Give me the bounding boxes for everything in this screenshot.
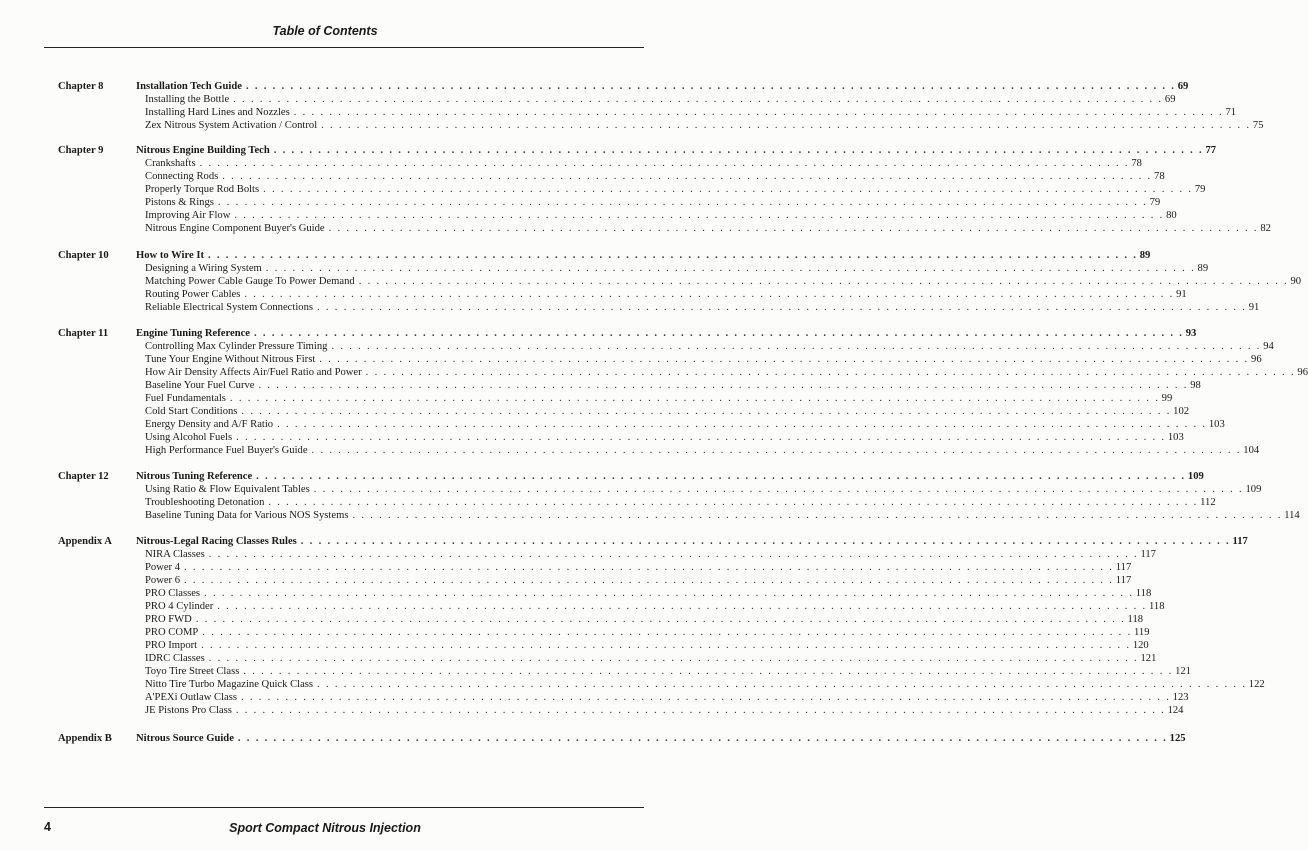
section-entry <box>145 379 1201 392</box>
dot-leader: . . . . . . . . . . . . . . . . . . . . . . . . . . . . . . . . . . . . . . . . . . . . . . . . . . . . . . . . . . . . . . . . . . . . . . . . . . . . . . . . . . . . . . . . . . . . . . . . . . . . . . . . . <box>202 627 1133 638</box>
section-entry <box>145 509 1300 522</box>
section-entry-page: 118 <box>1149 601 1165 612</box>
chapter-entry-title: How to Wire It <box>136 250 204 261</box>
dot-leader: . . . . . . . . . . . . . . . . . . . . . . . . . . . . . . . . . . . . . . . . . . . . . . . . . . . . . . . . . . . . . . . . . . . . . . . . . . . . . . . . . . . . . . . . . . . . . . . . . . . . . . . . . <box>195 614 1126 625</box>
section-entry-title: Nitrous Engine Component Buyer's Guide <box>145 223 325 234</box>
section-entry-title: Baseline Tuning Data for Various NOS Systems <box>145 510 349 521</box>
chapter-entry-page: 125 <box>1169 733 1186 744</box>
section-entry-title: Using Alcohol Fuels <box>145 432 233 443</box>
chapter-label: Appendix A <box>58 536 112 547</box>
section-entry-page: 91 <box>1248 302 1260 313</box>
section-entry-page: 121 <box>1140 653 1157 664</box>
dot-leader: . . . . . . . . . . . . . . . . . . . . . . . . . . . . . . . . . . . . . . . . . . . . . . . . . . . . . . . . . . . . . . . . . . . . . . . . . . . . . . . . . . . . . . . . . . . . . . . . . . . . . . . . . <box>300 536 1231 547</box>
section-entry-title: Properly Torque Rod Bolts <box>145 184 260 195</box>
footer-rule <box>44 807 644 808</box>
section-entry-title: Improving Air Flow <box>145 210 231 221</box>
section-entry <box>145 209 1177 222</box>
chapter-entry <box>136 249 1151 262</box>
dot-leader: . . . . . . . . . . . . . . . . . . . . . . . . . . . . . . . . . . . . . . . . . . . . . . . . . . . . . . . . . . . . . . . . . . . . . . . . . . . . . . . . . . . . . . . . . . . . . . . . . . . . . . . . . <box>311 445 1242 456</box>
header-title: Table of Contents <box>272 24 378 38</box>
section-entry <box>145 275 1302 288</box>
section-entry-page: 78 <box>1131 158 1142 169</box>
section-entry <box>145 665 1191 678</box>
dot-leader: . . . . . . . . . . . . . . . . . . . . . . . . . . . . . . . . . . . . . . . . . . . . . . . . . . . . . . . . . . . . . . . . . . . . . . . . . . . . . . . . . . . . . . . . . . . . . . . . . . . . . . . . . <box>229 393 1160 404</box>
section-entry-title: Pistons & Rings <box>145 197 214 208</box>
section-entry-page: 109 <box>1245 484 1262 495</box>
chapter-label: Appendix B <box>58 733 112 744</box>
section-entry-title: PRO Import <box>145 640 198 651</box>
section-entry-page: 120 <box>1132 640 1149 651</box>
dot-leader: . . . . . . . . . . . . . . . . . . . . . . . . . . . . . . . . . . . . . . . . . . . . . . . . . . . . . . . . . . . . . . . . . . . . . . . . . . . . . . . . . . . . . . . . . . . . . . . . . . . . . . . . . <box>273 145 1204 156</box>
section-entry-title: Troubleshooting Detonation <box>145 497 265 508</box>
dot-leader: . . . . . . . . . . . . . . . . . . . . . . . . . . . . . . . . . . . . . . . . . . . . . . . . . . . . . . . . . . . . . . . . . . . . . . . . . . . . . . . . . . . . . . . . . . . . . . . . . . . . . . . . . <box>268 497 1199 508</box>
dot-leader: . . . . . . . . . . . . . . . . . . . . . . . . . . . . . . . . . . . . . . . . . . . . . . . . . . . . . . . . . . . . . . . . . . . . . . . . . . . . . . . . . . . . . . . . . . . . . . . . . . . . . . . . . <box>233 94 1163 105</box>
dot-leader: . . . . . . . . . . . . . . . . . . . . . . . . . . . . . . . . . . . . . . . . . . . . . . . . . . . . . . . . . . . . . . . . . . . . . . . . . . . . . . . . . . . . . . . . . . . . . . . . . . . . . . . . . <box>258 380 1189 391</box>
section-entry-title: Installing Hard Lines and Nozzles <box>145 107 290 118</box>
dot-leader: . . . . . . . . . . . . . . . . . . . . . . . . . . . . . . . . . . . . . . . . . . . . . . . . . . . . . . . . . . . . . . . . . . . . . . . . . . . . . . . . . . . . . . . . . . . . . . . . . . . . . . . . . <box>184 575 1114 586</box>
section-entry-title: NIRA Classes <box>145 549 205 560</box>
section-entry-title: Power 6 <box>145 575 181 586</box>
chapter-entry-page: 89 <box>1139 250 1151 261</box>
dot-leader: . . . . . . . . . . . . . . . . . . . . . . . . . . . . . . . . . . . . . . . . . . . . . . . . . . . . . . . . . . . . . . . . . . . . . . . . . . . . . . . . . . . . . . . . . . . . . . . . . . . . . . . . . <box>237 733 1168 744</box>
section-entry-title: Installing the Bottle <box>145 94 230 105</box>
section-entry-title: Zex Nitrous System Activation / Control <box>145 120 318 131</box>
section-entry-page: 79 <box>1194 184 1206 195</box>
section-entry <box>145 418 1225 431</box>
section-entry <box>145 262 1209 275</box>
chapter-entry-title: Installation Tech Guide <box>136 81 242 92</box>
chapter-entry-title: Nitrous Engine Building Tech <box>136 145 270 156</box>
header-rule <box>44 47 644 48</box>
dot-leader: . . . . . . . . . . . . . . . . . . . . . . . . . . . . . . . . . . . . . . . . . . . . . . . . . . . . . . . . . . . . . . . . . . . . . . . . . . . . . . . . . . . . . . . . . . . . . . . . . . . . . . . . . <box>207 250 1138 261</box>
section-entry <box>145 639 1149 652</box>
chapter-label: Chapter 9 <box>58 145 104 156</box>
section-entry-page: 99 <box>1161 393 1173 404</box>
dot-leader: . . . . . . . . . . . . . . . . . . . . . . . . . . . . . . . . . . . . . . . . . . . . . . . . . . . . . . . . . . . . . . . . . . . . . . . . . . . . . . . . . . . . . . . . . . . . . . . . . . . . . . . . . <box>263 184 1193 195</box>
dot-leader: . . . . . . . . . . . . . . . . . . . . . . . . . . . . . . . . . . . . . . . . . . . . . . . . . . . . . . . . . . . . . . . . . . . . . . . . . . . . . . . . . . . . . . . . . . . . . . . . . . . . . . . . . <box>244 289 1175 300</box>
section-entry-page: 119 <box>1134 627 1150 638</box>
section-entry-title: Controlling Max Cylinder Pressure Timing <box>145 341 328 352</box>
section-entry-title: Designing a Wiring System <box>145 263 262 274</box>
section-entry <box>145 561 1132 574</box>
chapter-label: Chapter 8 <box>58 81 104 92</box>
section-entry <box>145 157 1142 170</box>
dot-leader: . . . . . . . . . . . . . . . . . . . . . . . . . . . . . . . . . . . . . . . . . . . . . . . . . . . . . . . . . . . . . . . . . . . . . . . . . . . . . . . . . . . . . . . . . . . . . . . . . . . . . . . . . <box>245 81 1176 92</box>
chapter-label: Chapter 12 <box>58 471 109 482</box>
chapter-entry-title: Nitrous Tuning Reference <box>136 471 253 482</box>
dot-leader: . . . . . . . . . . . . . . . . . . . . . . . . . . . . . . . . . . . . . . . . . . . . . . . . . . . . . . . . . . . . . . . . . . . . . . . . . . . . . . . . . . . . . . . . . . . . . . . . . . . . . . . . . <box>208 653 1139 664</box>
dot-leader: . . . . . . . . . . . . . . . . . . . . . . . . . . . . . . . . . . . . . . . . . . . . . . . . . . . . . . . . . . . . . . . . . . . . . . . . . . . . . . . . . . . . . . . . . . . . . . . . . . . . . . . . . <box>317 302 1247 313</box>
section-entry-title: A'PEXi Outlaw Class <box>145 692 237 703</box>
section-entry-page: 117 <box>1140 549 1156 560</box>
dot-leader: . . . . . . . . . . . . . . . . . . . . . . . . . . . . . . . . . . . . . . . . . . . . . . . . . . . . . . . . . . . . . . . . . . . . . . . . . . . . . . . . . . . . . . . . . . . . . . . . . . . . . . . . . <box>208 549 1139 560</box>
chapter-entry-page: 69 <box>1177 81 1189 92</box>
chapter-entry-title: Nitrous-Legal Racing Classes Rules <box>136 536 297 547</box>
section-entry-title: JE Pistons Pro Class <box>145 705 232 716</box>
section-entry-page: 123 <box>1172 692 1189 703</box>
section-entry <box>145 288 1187 301</box>
section-entry <box>145 366 1308 379</box>
section-entry <box>145 405 1190 418</box>
section-entry-title: High Performance Fuel Buyer's Guide <box>145 445 308 456</box>
section-entry-page: 121 <box>1175 666 1191 677</box>
section-entry <box>145 340 1274 353</box>
chapter-label: Chapter 11 <box>58 328 109 339</box>
section-entry-page: 122 <box>1248 679 1265 690</box>
dot-leader: . . . . . . . . . . . . . . . . . . . . . . . . . . . . . . . . . . . . . . . . . . . . . . . . . . . . . . . . . . . . . . . . . . . . . . . . . . . . . . . . . . . . . . . . . . . . . . . . . . . . . . . . . <box>256 471 1186 482</box>
section-entry-page: 104 <box>1243 445 1260 456</box>
section-entry-page: 103 <box>1208 419 1225 430</box>
dot-leader: . . . . . . . . . . . . . . . . . . . . . . . . . . . . . . . . . . . . . . . . . . . . . . . . . . . . . . . . . . . . . . . . . . . . . . . . . . . . . . . . . . . . . . . . . . . . . . . . . . . . . . . . . <box>184 562 1114 573</box>
section-entry <box>145 106 1237 119</box>
section-entry-page: 118 <box>1127 614 1144 625</box>
dot-leader: . . . . . . . . . . . . . . . . . . . . . . . . . . . . . . . . . . . . . . . . . . . . . . . . . . . . . . . . . . . . . . . . . . . . . . . . . . . . . . . . . . . . . . . . . . . . . . . . . . . . . . . . . <box>313 484 1244 495</box>
section-entry-title: Connecting Rods <box>145 171 219 182</box>
section-entry-title: IDRC Classes <box>145 653 205 664</box>
section-entry <box>145 483 1262 496</box>
chapter-entry-page: 77 <box>1205 145 1217 156</box>
section-entry <box>145 496 1216 509</box>
chapter-entry-page: 117 <box>1232 536 1248 547</box>
section-entry-page: 75 <box>1252 120 1264 131</box>
section-entry <box>145 301 1260 314</box>
section-entry-page: 94 <box>1263 341 1274 352</box>
section-entry-title: Power 4 <box>145 562 181 573</box>
section-entry-page: 71 <box>1225 107 1237 118</box>
dot-leader: . . . . . . . . . . . . . . . . . . . . . . . . . . . . . . . . . . . . . . . . . . . . . . . . . . . . . . . . . . . . . . . . . . . . . . . . . . . . . . . . . . . . . . . . . . . . . . . . . . . . . . . . . <box>234 210 1165 221</box>
section-entry <box>145 678 1265 691</box>
section-entry-page: 98 <box>1190 380 1201 391</box>
dot-leader: . . . . . . . . . . . . . . . . . . . . . . . . . . . . . . . . . . . . . . . . . . . . . . . . . . . . . . . . . . . . . . . . . . . . . . . . . . . . . . . . . . . . . . . . . . . . . . . . . . . . . . . . . <box>317 679 1247 690</box>
section-entry-page: 96 <box>1297 367 1308 378</box>
dot-leader: . . . . . . . . . . . . . . . . . . . . . . . . . . . . . . . . . . . . . . . . . . . . . . . . . . . . . . . . . . . . . . . . . . . . . . . . . . . . . . . . . . . . . . . . . . . . . . . . . . . . . . . . . <box>241 406 1172 417</box>
section-entry-title: Fuel Fundamentals <box>145 393 226 404</box>
section-entry-page: 69 <box>1164 94 1176 105</box>
section-entry <box>145 691 1189 704</box>
chapter-entry <box>136 327 1197 340</box>
section-entry-title: Reliable Electrical System Connections <box>145 302 313 313</box>
chapter-entry-title: Engine Tuning Reference <box>136 328 250 339</box>
dot-leader: . . . . . . . . . . . . . . . . . . . . . . . . . . . . . . . . . . . . . . . . . . . . . . . . . . . . . . . . . . . . . . . . . . . . . . . . . . . . . . . . . . . . . . . . . . . . . . . . . . . . . . . . . <box>199 158 1130 169</box>
dot-leader: . . . . . . . . . . . . . . . . . . . . . . . . . . . . . . . . . . . . . . . . . . . . . . . . . . . . . . . . . . . . . . . . . . . . . . . . . . . . . . . . . . . . . . . . . . . . . . . . . . . . . . . . . <box>277 419 1207 430</box>
dot-leader: . . . . . . . . . . . . . . . . . . . . . . . . . . . . . . . . . . . . . . . . . . . . . . . . . . . . . . . . . . . . . . . . . . . . . . . . . . . . . . . . . . . . . . . . . . . . . . . . . . . . . . . . . <box>204 588 1134 599</box>
section-entry-page: 79 <box>1149 197 1161 208</box>
section-entry-title: Crankshafts <box>145 158 196 169</box>
section-entry <box>145 613 1144 626</box>
dot-leader: . . . . . . . . . . . . . . . . . . . . . . . . . . . . . . . . . . . . . . . . . . . . . . . . . . . . . . . . . . . . . . . . . . . . . . . . . . . . . . . . . . . . . . . . . . . . . . . . . . . . . . . . . <box>321 120 1251 131</box>
section-entry-page: 89 <box>1197 263 1209 274</box>
section-entry <box>145 704 1184 717</box>
section-entry-page: 112 <box>1200 497 1216 508</box>
section-entry <box>145 119 1264 132</box>
section-entry <box>145 444 1260 457</box>
chapter-entry-title: Nitrous Source Guide <box>136 733 234 744</box>
dot-leader: . . . . . . . . . . . . . . . . . . . . . . . . . . . . . . . . . . . . . . . . . . . . . . . . . . . . . . . . . . . . . . . . . . . . . . . . . . . . . . . . . . . . . . . . . . . . . . . . . . . . . . . . . <box>358 276 1289 287</box>
section-entry-title: PRO 4 Cylinder <box>145 601 214 612</box>
section-entry-title: Toyo Tire Street Class <box>145 666 240 677</box>
section-entry-page: 124 <box>1167 705 1184 716</box>
dot-leader: . . . . . . . . . . . . . . . . . . . . . . . . . . . . . . . . . . . . . . . . . . . . . . . . . . . . . . . . . . . . . . . . . . . . . . . . . . . . . . . . . . . . . . . . . . . . . . . . . . . . . . . . . <box>365 367 1296 378</box>
chapter-entry-page: 109 <box>1187 471 1204 482</box>
section-entry-title: PRO Classes <box>145 588 201 599</box>
section-entry-title: Cold Start Conditions <box>145 406 238 417</box>
section-entry <box>145 600 1165 613</box>
dot-leader: . . . . . . . . . . . . . . . . . . . . . . . . . . . . . . . . . . . . . . . . . . . . . . . . . . . . . . . . . . . . . . . . . . . . . . . . . . . . . . . . . . . . . . . . . . . . . . . . . . . . . . . . . <box>319 354 1250 365</box>
dot-leader: . . . . . . . . . . . . . . . . . . . . . . . . . . . . . . . . . . . . . . . . . . . . . . . . . . . . . . . . . . . . . . . . . . . . . . . . . . . . . . . . . . . . . . . . . . . . . . . . . . . . . . . . . <box>235 705 1166 716</box>
section-entry <box>145 222 1271 235</box>
section-entry-title: Tune Your Engine Without Nitrous First <box>145 354 316 365</box>
section-entry <box>145 392 1173 405</box>
section-entry-title: Matching Power Cable Gauge To Power Demand <box>145 276 355 287</box>
dot-leader: . . . . . . . . . . . . . . . . . . . . . . . . . . . . . . . . . . . . . . . . . . . . . . . . . . . . . . . . . . . . . . . . . . . . . . . . . . . . . . . . . . . . . . . . . . . . . . . . . . . . . . . . . <box>222 171 1153 182</box>
chapter-entry <box>136 80 1189 93</box>
footer-book-title: Sport Compact Nitrous Injection <box>229 821 421 835</box>
chapter-entry-page: 93 <box>1185 328 1197 339</box>
section-entry-page: 102 <box>1173 406 1190 417</box>
footer-page-number: 4 <box>44 820 51 834</box>
section-entry-title: Energy Density and A/F Ratio <box>145 419 274 430</box>
dot-leader: . . . . . . . . . . . . . . . . . . . . . . . . . . . . . . . . . . . . . . . . . . . . . . . . . . . . . . . . . . . . . . . . . . . . . . . . . . . . . . . . . . . . . . . . . . . . . . . . . . . . . . . . . <box>217 197 1148 208</box>
section-entry-page: 91 <box>1176 289 1187 300</box>
dot-leader: . . . . . . . . . . . . . . . . . . . . . . . . . . . . . . . . . . . . . . . . . . . . . . . . . . . . . . . . . . . . . . . . . . . . . . . . . . . . . . . . . . . . . . . . . . . . . . . . . . . . . . . . . <box>331 341 1262 352</box>
section-entry-page: 82 <box>1260 223 1271 234</box>
section-entry-page: 114 <box>1284 510 1300 521</box>
chapter-entry <box>136 470 1204 483</box>
section-entry-title: How Air Density Affects Air/Fuel Ratio and Power <box>145 367 362 378</box>
section-entry-page: 80 <box>1166 210 1177 221</box>
chapter-entry <box>136 535 1248 548</box>
section-entry-title: Using Ratio & Flow Equivalent Tables <box>145 484 310 495</box>
dot-leader: . . . . . . . . . . . . . . . . . . . . . . . . . . . . . . . . . . . . . . . . . . . . . . . . . . . . . . . . . . . . . . . . . . . . . . . . . . . . . . . . . . . . . . . . . . . . . . . . . . . . . . . . . <box>236 432 1166 443</box>
section-entry <box>145 652 1157 665</box>
section-entry-title: PRO FWD <box>145 614 192 625</box>
section-entry <box>145 548 1156 561</box>
dot-leader: . . . . . . . . . . . . . . . . . . . . . . . . . . . . . . . . . . . . . . . . . . . . . . . . . . . . . . . . . . . . . . . . . . . . . . . . . . . . . . . . . . . . . . . . . . . . . . . . . . . . . . . . . <box>328 223 1259 234</box>
chapter-entry <box>136 732 1186 745</box>
section-entry-page: 117 <box>1115 575 1132 586</box>
section-entry-page: 90 <box>1290 276 1302 287</box>
chapter-label: Chapter 10 <box>58 250 109 261</box>
section-entry-title: Baseline Your Fuel Curve <box>145 380 255 391</box>
section-entry-page: 78 <box>1154 171 1165 182</box>
dot-leader: . . . . . . . . . . . . . . . . . . . . . . . . . . . . . . . . . . . . . . . . . . . . . . . . . . . . . . . . . . . . . . . . . . . . . . . . . . . . . . . . . . . . . . . . . . . . . . . . . . . . . . . . . <box>254 328 1184 339</box>
section-entry <box>145 353 1262 366</box>
section-entry <box>145 431 1184 444</box>
section-entry <box>145 183 1206 196</box>
section-entry <box>145 587 1152 600</box>
section-entry-title: Routing Power Cables <box>145 289 241 300</box>
section-entry-page: 117 <box>1115 562 1132 573</box>
dot-leader: . . . . . . . . . . . . . . . . . . . . . . . . . . . . . . . . . . . . . . . . . . . . . . . . . . . . . . . . . . . . . . . . . . . . . . . . . . . . . . . . . . . . . . . . . . . . . . . . . . . . . . . . . <box>352 510 1283 521</box>
section-entry <box>145 170 1165 183</box>
section-entry-title: Nitto Tire Turbo Magazine Quick Class <box>145 679 314 690</box>
section-entry-page: 96 <box>1251 354 1262 365</box>
section-entry-page: 118 <box>1135 588 1152 599</box>
section-entry <box>145 626 1150 639</box>
section-entry-page: 103 <box>1167 432 1184 443</box>
section-entry <box>145 196 1161 209</box>
dot-leader: . . . . . . . . . . . . . . . . . . . . . . . . . . . . . . . . . . . . . . . . . . . . . . . . . . . . . . . . . . . . . . . . . . . . . . . . . . . . . . . . . . . . . . . . . . . . . . . . . . . . . . . . . <box>265 263 1196 274</box>
dot-leader: . . . . . . . . . . . . . . . . . . . . . . . . . . . . . . . . . . . . . . . . . . . . . . . . . . . . . . . . . . . . . . . . . . . . . . . . . . . . . . . . . . . . . . . . . . . . . . . . . . . . . . . . . <box>217 601 1148 612</box>
section-entry <box>145 574 1132 587</box>
section-entry-title: PRO COMP <box>145 627 199 638</box>
dot-leader: . . . . . . . . . . . . . . . . . . . . . . . . . . . . . . . . . . . . . . . . . . . . . . . . . . . . . . . . . . . . . . . . . . . . . . . . . . . . . . . . . . . . . . . . . . . . . . . . . . . . . . . . . <box>243 666 1174 677</box>
dot-leader: . . . . . . . . . . . . . . . . . . . . . . . . . . . . . . . . . . . . . . . . . . . . . . . . . . . . . . . . . . . . . . . . . . . . . . . . . . . . . . . . . . . . . . . . . . . . . . . . . . . . . . . . . <box>240 692 1171 703</box>
chapter-entry <box>136 144 1217 157</box>
dot-leader: . . . . . . . . . . . . . . . . . . . . . . . . . . . . . . . . . . . . . . . . . . . . . . . . . . . . . . . . . . . . . . . . . . . . . . . . . . . . . . . . . . . . . . . . . . . . . . . . . . . . . . . . . <box>201 640 1131 651</box>
section-entry <box>145 93 1176 106</box>
dot-leader: . . . . . . . . . . . . . . . . . . . . . . . . . . . . . . . . . . . . . . . . . . . . . . . . . . . . . . . . . . . . . . . . . . . . . . . . . . . . . . . . . . . . . . . . . . . . . . . . . . . . . . . . . <box>293 107 1224 118</box>
